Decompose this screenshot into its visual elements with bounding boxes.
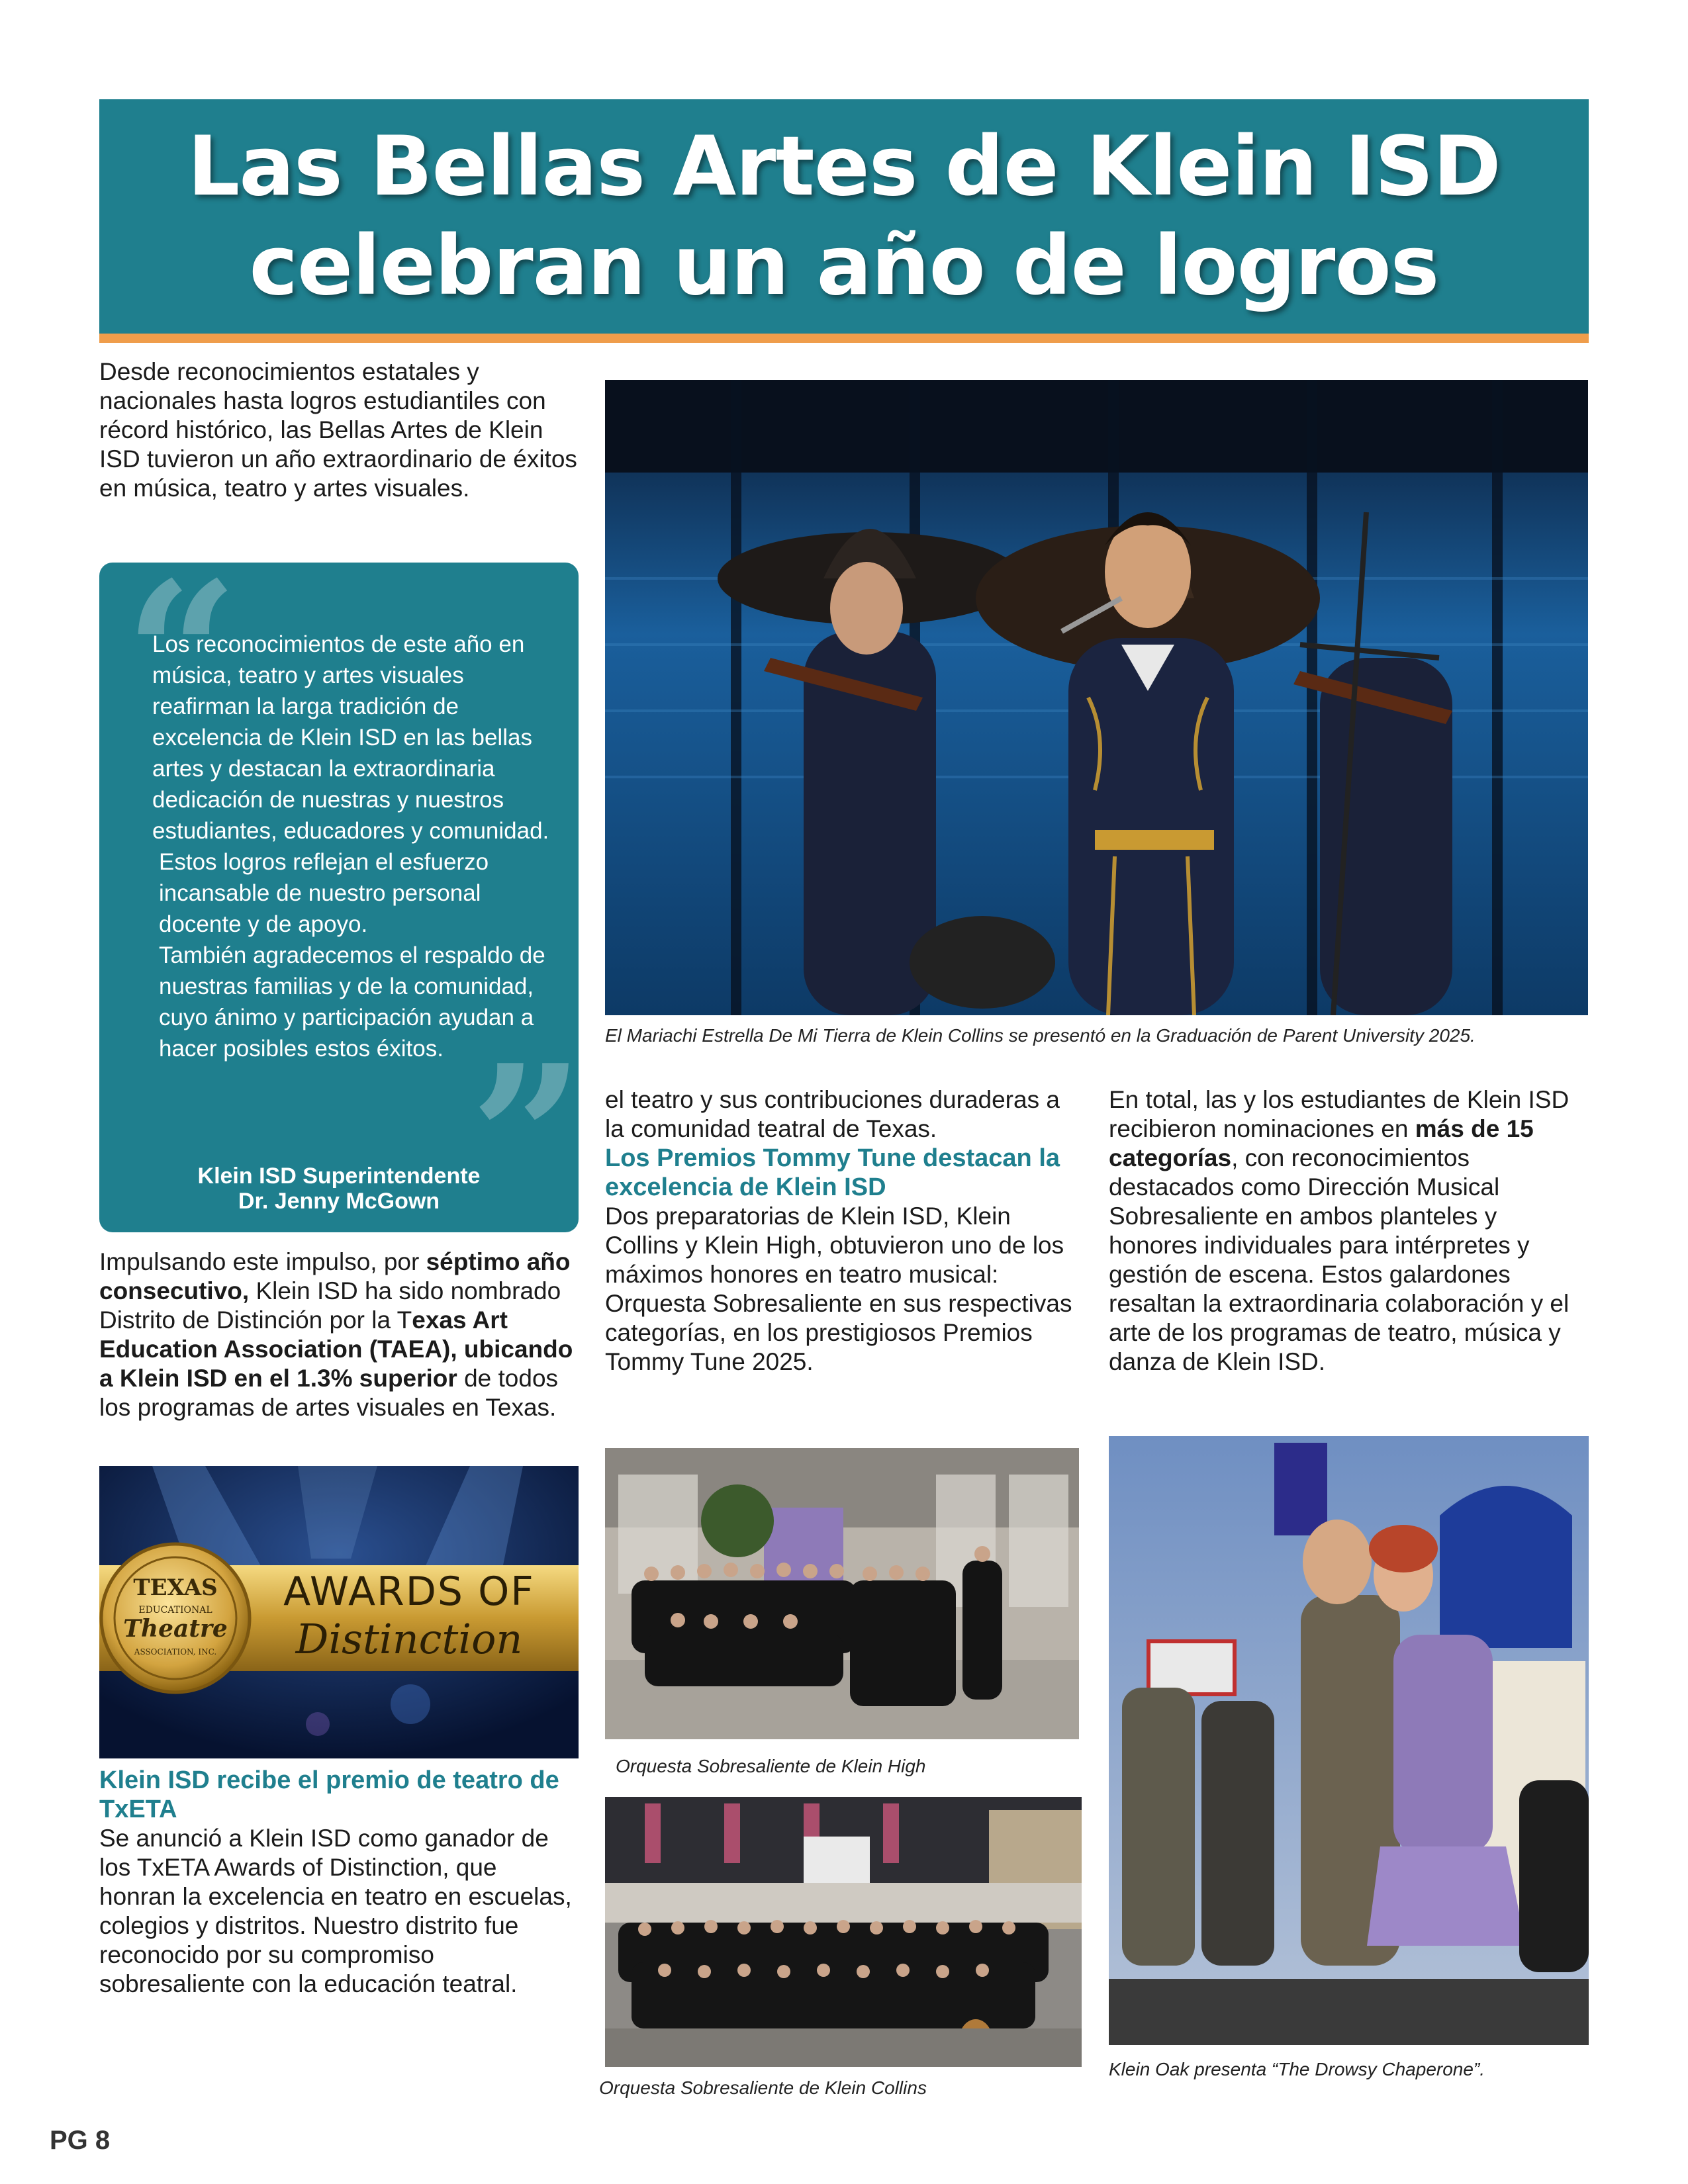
right-bold-1: más de 15 categorías [1109, 1115, 1534, 1171]
header-banner [99, 99, 1589, 343]
klein-collins-caption: Orquesta Sobresaliente de Klein Collins [599, 2077, 927, 2098]
klein-collins-photo [605, 1797, 1082, 2067]
intro-paragraph [99, 357, 579, 503]
klein-oak-caption: Klein Oak presenta “The Drowsy Chaperone”. [1109, 2059, 1485, 2079]
middle-continuation: el teatro y sus contribuciones duraderas a la comunidad teatral de Texas. [605, 1086, 1060, 1142]
attribution-title: Klein ISD Superintendente [197, 1163, 481, 1189]
seal-text-4: ASSOCIATION, INC. [134, 1647, 217, 1657]
seal-text-1: TEXAS [133, 1574, 218, 1601]
taea-text-1: Impulsando este impulso, por [99, 1248, 426, 1275]
quote-paragraph-3: También agradecemos el respaldo de nuestras familias y de la comunidad, cuyo ánimo y participación ayudan a hacer posibles estos éxitos. [159, 942, 545, 1062]
mariachi-caption: El Mariachi Estrella De Mi Tierra de Klein Collins se presentó en la Graduación de Parent University 2025. [605, 1025, 1476, 1046]
superintendent-quote-box [99, 538, 585, 1255]
taea-bold-1: séptimo año consecutivo, [99, 1248, 571, 1304]
taea-bold-2: exas Art Education Association (TAEA), ubicando a Klein ISD en el 1.3% superior [99, 1306, 573, 1392]
page-number: PG 8 [50, 2126, 111, 2155]
seal-text-2: EDUCATIONAL [138, 1605, 212, 1615]
quote-paragraph-2: Estos logros reflejan el esfuerzo incansable de nuestro personal docente y de apoyo. [159, 849, 489, 937]
taea-paragraph [99, 1248, 579, 1422]
open-quote-icon: “ [124, 538, 239, 772]
quote-paragraph-1: Los reconocimientos de este año en música, teatro y artes visuales reafirman la larga tradición de excelencia de Klein ISD en las bellas artes y destacan la extraordinaria dedicación de nuestras y nuestros estudiantes, educadores y comunidad. [152, 631, 549, 844]
tommy-tune-body: Dos preparatorias de Klein ISD, Klein Collins y Klein High, obtuvieron uno de los máximos honores en teatro musical: Orquesta Sobresaliente en sus respectivas categorías, en los prestigiosos Premios Tommy Tune 2025. [605, 1203, 1072, 1375]
txeta-heading: Klein ISD recibe el premio de teatro de TxETA [99, 1766, 559, 1823]
klein-high-photo [605, 1448, 1079, 1739]
right-text-1: En total, las y los estudiantes de Klein ISD recibieron nominaciones en [1109, 1086, 1570, 1142]
mariachi-photo [605, 380, 1588, 1015]
page-title [187, 117, 1500, 316]
middle-column [605, 1085, 1082, 1377]
quote-attribution [99, 1163, 579, 1214]
right-column [1109, 1085, 1589, 1377]
taea-text-3: de todos los programas de artes visuales en Texas. [99, 1365, 559, 1421]
banner-text-2: Distinction [295, 1615, 523, 1663]
klein-high-caption: Orquesta Sobresaliente de Klein High [616, 1756, 926, 1776]
txeta-awards-image [99, 1466, 579, 1758]
quote-text [152, 629, 549, 1064]
banner-text-1: AWARDS OF [283, 1569, 535, 1615]
txeta-body: Se anunció a Klein ISD como ganador de los TxETA Awards of Distinction, que honran la excelencia en teatro en escuelas, colegios y distritos. Nuestro distrito fue reconocido por su compromiso sobresaliente con la educación teatral. [99, 1825, 572, 1997]
txeta-section [99, 1766, 579, 1999]
taea-text-2: Klein ISD ha sido nombrado Distrito de Distinción por la T [99, 1277, 561, 1334]
intro-text: Desde reconocimientos estatales y nacionales hasta logros estudiantiles con récord histórico, las Bellas Artes de Klein ISD tuvieron un año extraordinario de éxitos en música, teatro y artes visuales. [99, 358, 577, 502]
title-line-1: Las Bellas Artes de Klein ISD [187, 119, 1501, 214]
klein-oak-photo [1109, 1436, 1589, 2045]
close-quote-icon: ” [470, 1021, 585, 1255]
right-text-2: , con reconocimientos destacados como Dirección Musical Sobresaliente en ambos planteles y honores individuales para intérpretes y gestión de escena. Estos galardones resaltan la extraordinaria colaboración y el arte de los programas de teatro, música y danza de Klein ISD. [1109, 1144, 1570, 1375]
attribution-name: Dr. Jenny McGown [238, 1189, 440, 1214]
tommy-tune-heading: Los Premios Tommy Tune destacan la excelencia de Klein ISD [605, 1144, 1060, 1201]
seal-text-3: Theatre [123, 1615, 228, 1643]
title-line-2: celebran un año de logros [249, 218, 1439, 314]
